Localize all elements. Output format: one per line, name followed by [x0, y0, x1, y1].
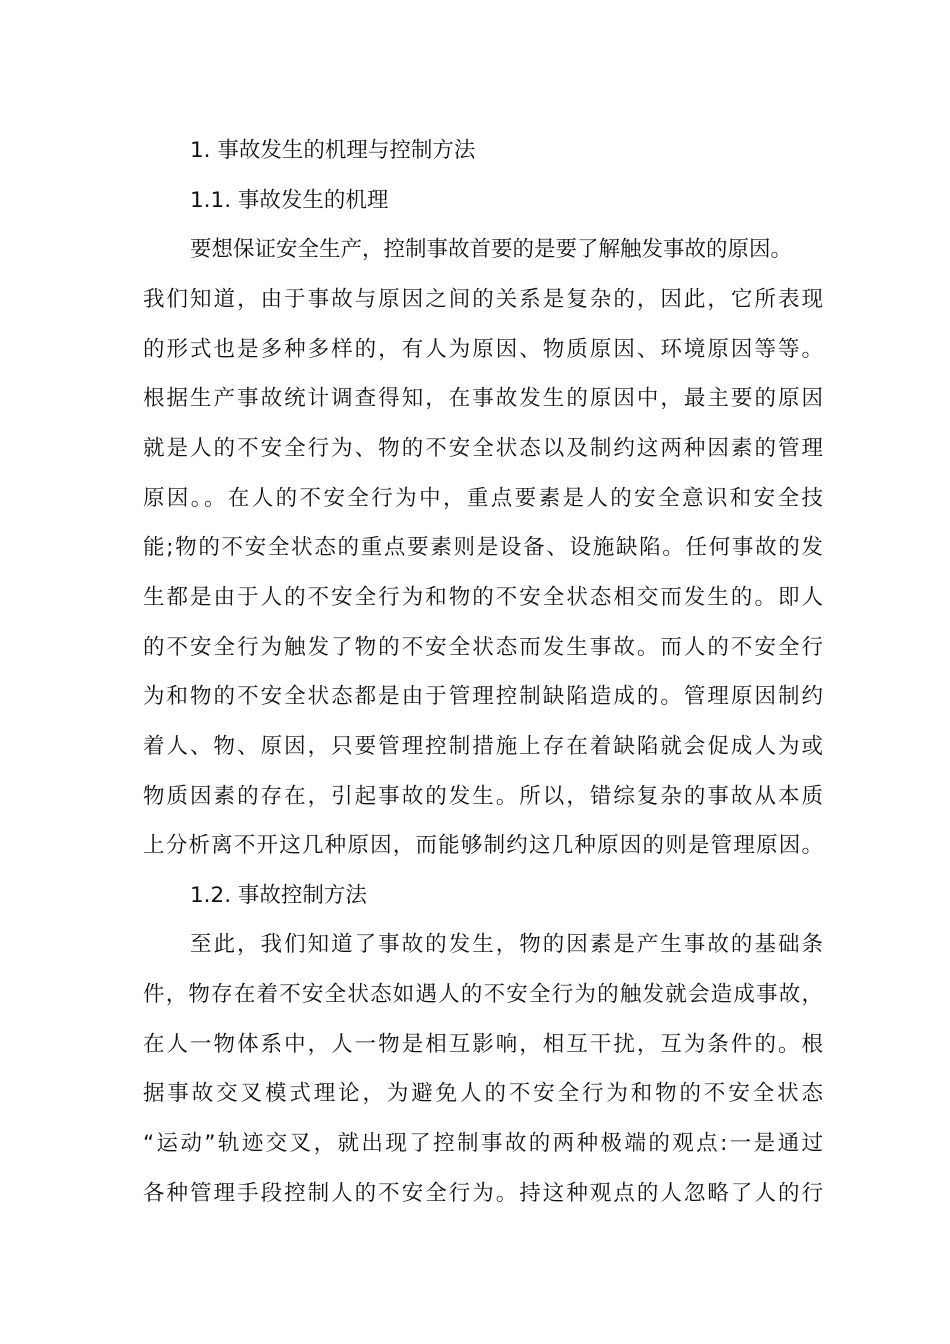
subsection-heading-1-2: 1.2. 事故控制方法 [190, 883, 367, 908]
paragraph-line: 根据生产事故统计调查得知，在事故发生的原因中，最主要的原因 [143, 386, 823, 411]
paragraph-line: 我们知道，由于事故与原因之间的关系是复杂的，因此，它所表现 [143, 287, 823, 312]
paragraph-line: 物质因素的存在，引起事故的发生。所以，错综复杂的事故从本质 [143, 784, 823, 809]
paragraph-line: 上分析离不开这几种原因，而能够制约这几种原因的则是管理原因。 [143, 833, 823, 858]
paragraph-line: 在人一物体系中，人一物是相互影响，相互干扰，互为条件的。根 [143, 1032, 823, 1057]
paragraph-line: 能;物的不安全状态的重点要素则是设备、设施缺陷。任何事故的发 [143, 535, 823, 560]
subsection-heading-1-1: 1.1. 事故发生的机理 [190, 188, 389, 213]
paragraph-line: 着人、物、原因，只要管理控制措施上存在着缺陷就会促成人为或 [143, 734, 823, 759]
paragraph-line: 为和物的不安全状态都是由于管理控制缺陷造成的。管理原因制约 [143, 684, 823, 709]
paragraph-line: 要想保证安全生产，控制事故首要的是要了解触发事故的原因。 [190, 237, 793, 262]
paragraph-line: “运动”轨迹交叉，就出现了控制事故的两种极端的观点:一是通过 [143, 1131, 823, 1156]
paragraph-line: 据事故交叉模式理论，为避免人的不安全行为和物的不安全状态 [143, 1081, 823, 1106]
paragraph-line: 就是人的不安全行为、物的不安全状态以及制约这两种因素的管理 [143, 436, 823, 461]
paragraph-line: 生都是由于人的不安全行为和物的不安全状态相交而发生的。即人 [143, 585, 823, 610]
paragraph-line: 原因。。在人的不安全行为中，重点要素是人的安全意识和安全技 [143, 486, 823, 511]
paragraph-line: 至此，我们知道了事故的发生，物的因素是产生事故的基础条 [190, 932, 823, 957]
paragraph-line: 的形式也是多种多样的，有人为原因、物质原因、环境原因等等。 [143, 337, 823, 362]
section-heading-1: 1. 事故发生的机理与控制方法 [190, 138, 476, 163]
paragraph-line: 的不安全行为触发了物的不安全状态而发生事故。而人的不安全行 [143, 635, 823, 660]
paragraph-line: 件，物存在着不安全状态如遇人的不安全行为的触发就会造成事故， [143, 982, 823, 1007]
paragraph-line: 各种管理手段控制人的不安全行为。持这种观点的人忽略了人的行 [143, 1181, 823, 1206]
